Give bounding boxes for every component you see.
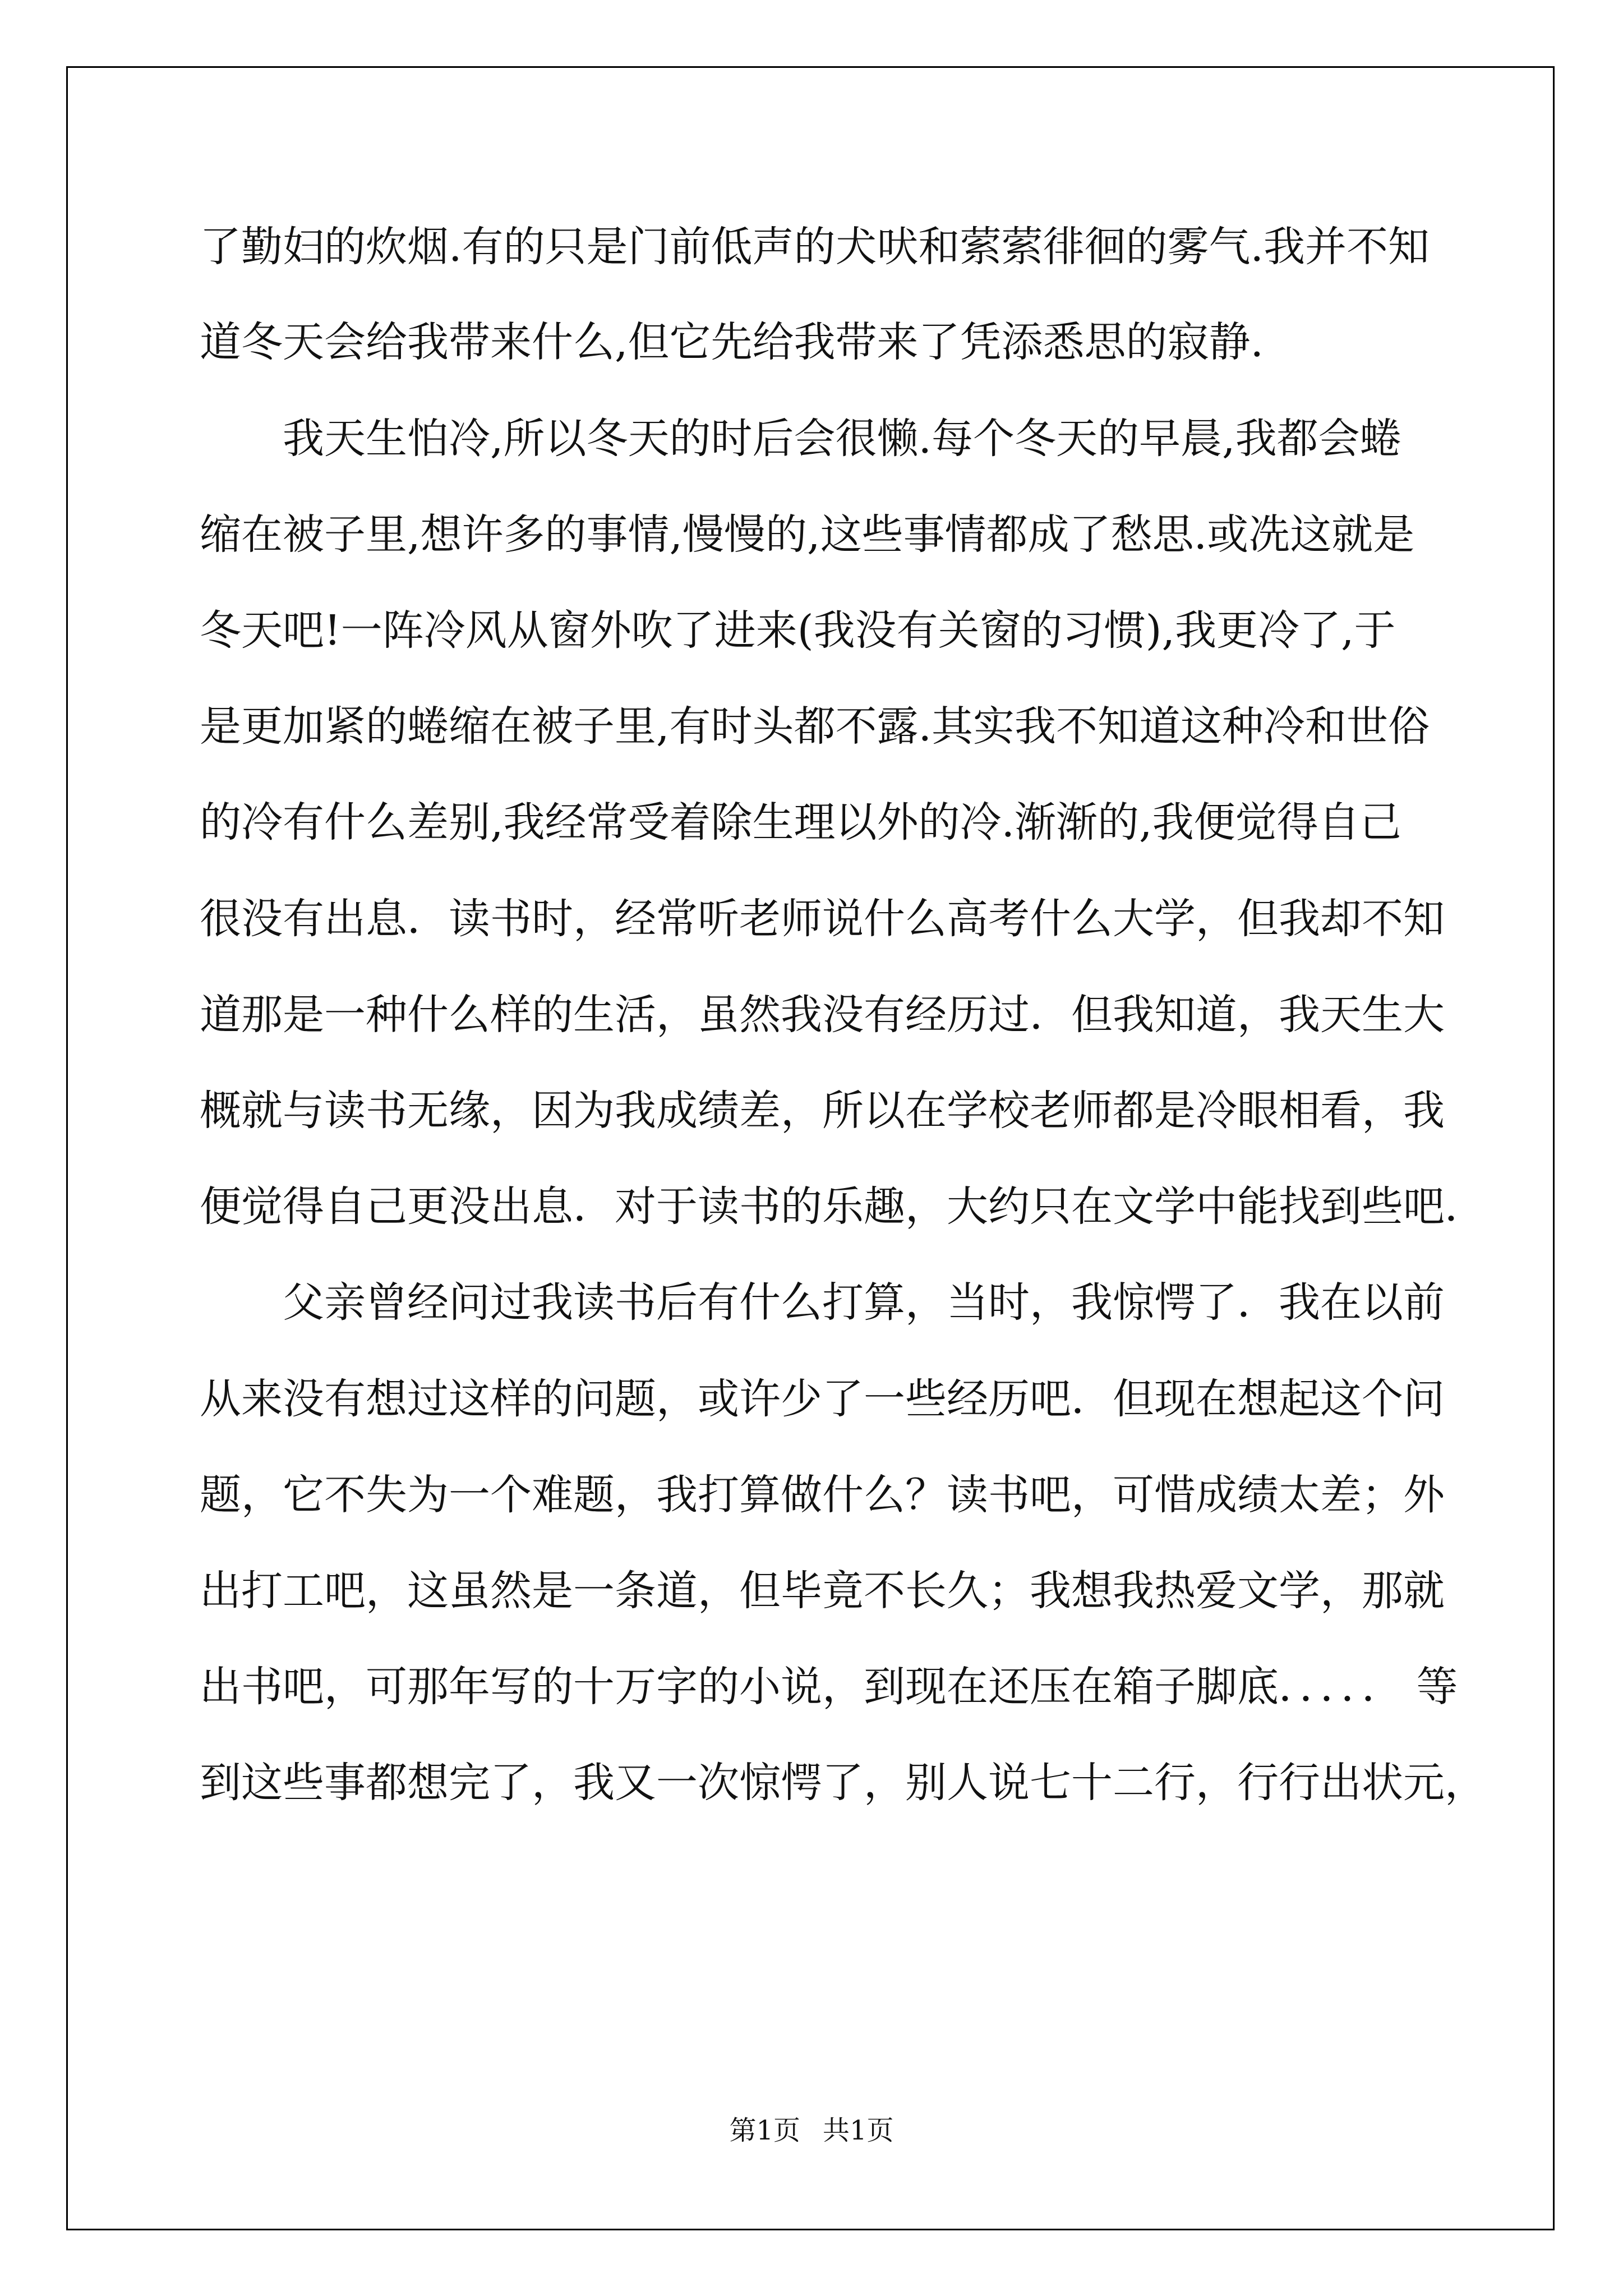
text-line: 出书吧，可那年写的十万字的小说，到现在还压在箱子脚底．．．．． 等 — [200, 1663, 1458, 1711]
page-number-current: 第1页 — [729, 2115, 800, 2146]
page-border — [66, 66, 1555, 2230]
text-line: 到这些事都想完了，我又一次惊愕了，别人说七十二行，行行出状元， — [200, 1759, 1486, 1807]
text-line: 缩在被子里,想许多的事情,慢慢的,这些事情都成了愁思.或冼这就是 — [200, 510, 1415, 559]
page-number-total: 共1页 — [823, 2115, 894, 2146]
text-line: 道冬天会给我带来什么,但它先给我带来了凭添悉思的寂静. — [200, 318, 1264, 366]
text-line: 道那是一种什么样的生活，虽然我没有经历过．但我知道，我天生大 — [200, 991, 1445, 1039]
text-line: 冬天吧!一阵冷风从窗外吹了进来(我没有关窗的习惯),我更冷了,于 — [200, 606, 1396, 655]
text-line: 从来没有想过这样的问题，或许少了一些经历吧．但现在想起这个问 — [200, 1375, 1445, 1423]
text-line: 很没有出息．读书时，经常听老师说什么高考什么大学，但我却不知 — [200, 895, 1445, 943]
text-line: 是更加紧的蜷缩在被子里,有时头都不露.其实我不知道这种冷和世俗 — [200, 702, 1430, 751]
text-line: 父亲曾经问过我读书后有什么打算，当时，我惊愕了．我在以前 — [283, 1278, 1445, 1327]
text-line: 题，它不失为一个难题，我打算做什么？读书吧，可惜成绩太差；外 — [200, 1471, 1445, 1519]
text-line: 出打工吧，这虽然是一条道，但毕竟不长久；我想我热爱文学，那就 — [200, 1567, 1445, 1615]
text-line: 我天生怕冷,所以冬天的时后会很懒.每个冬天的早晨,我都会蜷 — [283, 415, 1401, 463]
text-line: 便觉得自己更没出息．对于读书的乐趣，大约只在文学中能找到些吧． — [200, 1182, 1486, 1231]
text-line: 概就与读书无缘，因为我成绩差，所以在学校老师都是冷眼相看，我 — [200, 1087, 1445, 1135]
text-line: 的冷有什么差别,我经常受着除生理以外的冷.渐渐的,我便觉得自己 — [200, 798, 1401, 846]
text-line: 了勤妇的炊烟.有的只是门前低声的犬吠和萦萦徘徊的雾气.我并不知 — [200, 223, 1430, 271]
page-footer — [0, 2114, 1623, 2147]
